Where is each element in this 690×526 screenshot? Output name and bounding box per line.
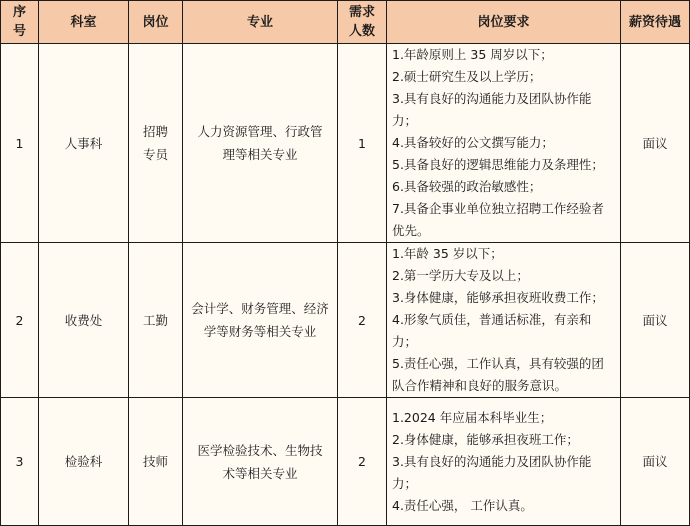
requirement-item: 2.身体健康，能够承担夜班工作； [392, 431, 579, 447]
cell-requirements [387, 44, 621, 243]
header-count: 需求人数 [338, 1, 387, 44]
header-position: 岗位 [129, 1, 183, 44]
cell-seq: 1 [1, 44, 39, 243]
requirement-item: 3.身体健康，能够承担夜班收费工作； [392, 290, 604, 305]
requirement-item: 2.硕士研究生及以上学历； [392, 69, 542, 84]
cell-seq: 3 [1, 398, 39, 526]
cell-requirements [387, 398, 621, 526]
cell-salary: 面议 [621, 44, 690, 243]
requirement-item: 1.年龄 35 岁以下； [392, 246, 503, 261]
header-salary: 薪资待遇 [621, 1, 690, 44]
table-row [1, 243, 690, 398]
cell-count: 2 [338, 398, 387, 526]
cell-position: 技师 [129, 398, 183, 526]
cell-position-text: 招聘专员 [142, 124, 168, 162]
requirement-item: 3.具有良好的沟通能力及团队协作能力； [392, 91, 592, 128]
cell-position [129, 44, 183, 243]
cell-major-text: 会计学、财务管理、经济学等财务等相关专业 [191, 301, 329, 339]
cell-salary: 面议 [621, 243, 690, 398]
cell-major [183, 243, 338, 398]
requirement-item: 4.具备较好的公文撰写能力； [392, 135, 554, 150]
requirement-item: 1.年龄原则上 35 周岁以下； [392, 47, 553, 62]
cell-dept: 人事科 [39, 44, 129, 243]
cell-requirements [387, 243, 621, 398]
header-row [1, 1, 690, 44]
cell-dept: 收费处 [39, 243, 129, 398]
requirement-item: 5.责任心强，工作认真，具有较强的团队合作精神和良好的服务意识。 [392, 356, 604, 393]
table-row [1, 398, 690, 526]
header-dept: 科室 [39, 1, 129, 44]
cell-major [183, 398, 338, 526]
table-row [1, 44, 690, 243]
header-seq: 序号 [1, 1, 39, 44]
requirement-item: 2.第一学历大专及以上； [392, 268, 529, 283]
cell-count: 1 [338, 44, 387, 243]
header-requirements: 岗位要求 [387, 1, 621, 44]
requirement-item: 6.具备较强的政治敏感性； [392, 179, 542, 194]
header-major: 专业 [183, 1, 338, 44]
requirement-item: 4.形象气质佳，普通话标准，有亲和力； [392, 312, 592, 349]
requirement-item: 5.具备良好的逻辑思维能力及条理性； [392, 157, 604, 172]
requirement-item: 3.具有良好的沟通能力及团队协作能力； [392, 453, 592, 491]
cell-salary: 面议 [621, 398, 690, 526]
cell-dept: 检验科 [39, 398, 129, 526]
cell-seq: 2 [1, 243, 39, 398]
cell-position: 工勤 [129, 243, 183, 398]
cell-major [183, 44, 338, 243]
cell-count: 2 [338, 243, 387, 398]
requirement-item: 1.2024 年应届本科毕业生； [392, 409, 553, 425]
cell-major-text: 人力资源管理、行政管理等相关专业 [197, 124, 323, 162]
requirement-item: 4.责任心强， 工作认真。 [392, 497, 533, 513]
requirement-item: 7.具备企事业单位独立招聘工作经验者优先。 [392, 201, 604, 238]
cell-major-text: 医学检验技术、生物技术等相关专业 [197, 442, 323, 481]
